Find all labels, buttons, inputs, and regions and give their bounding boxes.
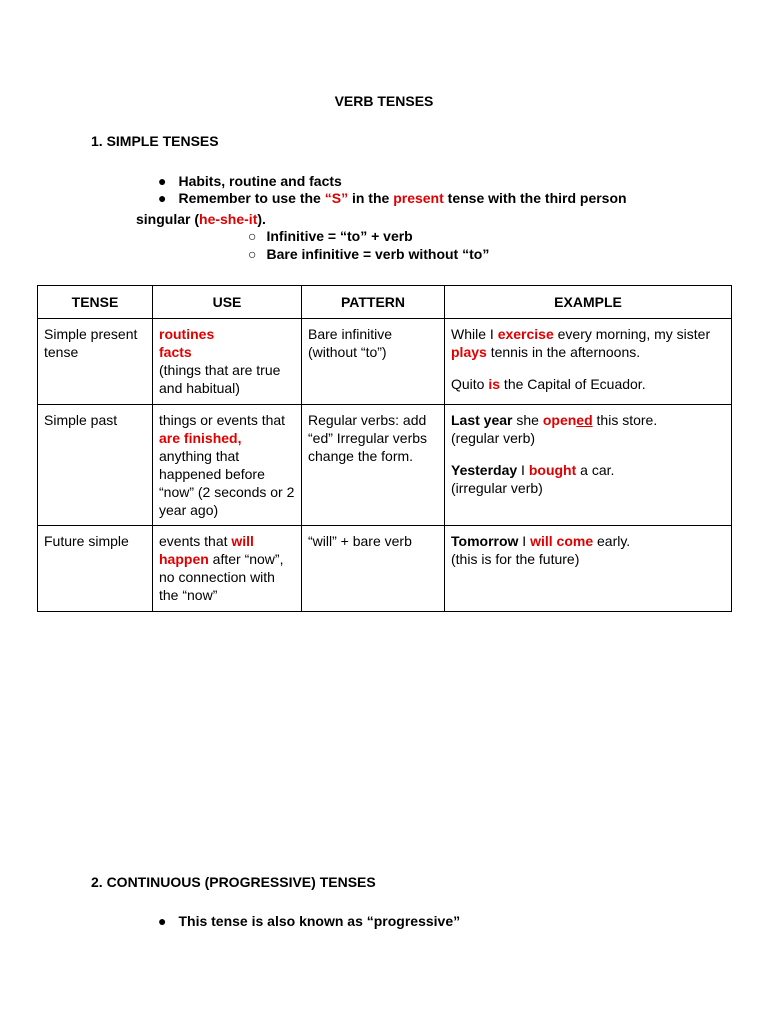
bullet-text: Habits, routine and facts bbox=[178, 173, 342, 189]
highlight-last-year: Last year bbox=[451, 412, 513, 428]
cell-use bbox=[153, 405, 302, 526]
bullet-dot-icon: ● bbox=[158, 173, 167, 189]
example-text: I bbox=[517, 462, 529, 478]
example-text: I bbox=[518, 533, 531, 549]
highlight-exercise: exercise bbox=[497, 326, 554, 342]
highlight-will-happen: will happen bbox=[159, 533, 254, 567]
highlight-facts: facts bbox=[159, 344, 192, 360]
use-text: (things that are true and habitual) bbox=[159, 362, 281, 396]
example-text: the Capital of Ecuador. bbox=[500, 376, 646, 392]
highlight-present: present bbox=[393, 190, 444, 206]
highlight-is: is bbox=[488, 376, 501, 392]
highlight-are-finished: are finished, bbox=[159, 430, 242, 446]
highlight-ed: ed bbox=[576, 412, 593, 428]
table-header-row bbox=[38, 286, 732, 319]
bullet-dot-icon: ● bbox=[158, 190, 167, 206]
bullet-progressive bbox=[158, 913, 460, 929]
example-note: (regular verb) bbox=[451, 430, 536, 446]
bullet-text: in the bbox=[348, 190, 394, 206]
header-tense: TENSE bbox=[38, 286, 153, 319]
bullet-remember-line2 bbox=[136, 211, 266, 227]
example-text: she bbox=[512, 412, 543, 428]
example-note: (irregular verb) bbox=[451, 480, 543, 496]
highlight-open: open bbox=[542, 412, 577, 428]
cell-example bbox=[445, 526, 732, 612]
table-row-simple-past bbox=[38, 405, 732, 526]
example-text: a car. bbox=[576, 462, 615, 478]
circle-bullet-icon: ○ bbox=[248, 228, 257, 244]
sub-bullet-text: Infinitive = “to” + verb bbox=[266, 228, 413, 244]
cell-pattern: Regular verbs: add “ed” Irregular verbs change the form. bbox=[302, 405, 445, 526]
use-text: anything that happened before “now” (2 seconds or 2 year ago) bbox=[159, 448, 295, 518]
cell-use bbox=[153, 319, 302, 405]
highlight-plays: plays bbox=[451, 344, 487, 360]
bullet-remember bbox=[158, 190, 627, 206]
bullet-text: ). bbox=[257, 211, 266, 227]
example-note: (this is for the future) bbox=[451, 551, 580, 567]
highlight-yesterday: Yesterday bbox=[451, 462, 518, 478]
example-text: every morning, my sister bbox=[553, 326, 711, 342]
cell-example bbox=[445, 405, 732, 526]
example-text: tennis in the afternoons. bbox=[486, 344, 641, 360]
use-text: after “now”, no connection with the “now” bbox=[159, 551, 284, 603]
verb-tenses-table bbox=[37, 285, 732, 612]
bullet-habits bbox=[158, 173, 342, 189]
highlight-bought: bought bbox=[528, 462, 577, 478]
bullet-text: tense with the third person bbox=[443, 190, 627, 206]
sub-bullet-text: Bare infinitive = verb without “to” bbox=[266, 246, 490, 262]
header-use: USE bbox=[153, 286, 302, 319]
page-title: VERB TENSES bbox=[334, 93, 434, 109]
section-heading-continuous-tenses: 2. CONTINUOUS (PROGRESSIVE) TENSES bbox=[91, 874, 376, 890]
example-text: early. bbox=[593, 533, 631, 549]
cell-tense: Future simple bbox=[38, 526, 153, 612]
cell-tense: Simple present tense bbox=[38, 319, 153, 405]
sub-bullet-bare-infinitive bbox=[248, 246, 489, 262]
bullet-text: singular ( bbox=[136, 211, 200, 227]
example-text: While I bbox=[451, 326, 498, 342]
circle-bullet-icon: ○ bbox=[248, 246, 257, 262]
bullet-text: Remember to use the bbox=[178, 190, 325, 206]
table-row-simple-present bbox=[38, 319, 732, 405]
bullet-text: This tense is also known as “progressive” bbox=[178, 913, 461, 929]
use-text: events that bbox=[159, 533, 232, 549]
section-heading-simple-tenses: 1. SIMPLE TENSES bbox=[91, 133, 219, 149]
cell-pattern: Bare infinitive (without “to”) bbox=[302, 319, 445, 405]
highlight-s: “S” bbox=[324, 190, 349, 206]
header-pattern: PATTERN bbox=[302, 286, 445, 319]
table-row-future-simple bbox=[38, 526, 732, 612]
cell-pattern: “will” + bare verb bbox=[302, 526, 445, 612]
highlight-he-she-it: he-she-it bbox=[199, 211, 258, 227]
sub-bullet-infinitive bbox=[248, 228, 413, 244]
highlight-will-come: will come bbox=[530, 533, 594, 549]
cell-example bbox=[445, 319, 732, 405]
cell-tense: Simple past bbox=[38, 405, 153, 526]
cell-use bbox=[153, 526, 302, 612]
highlight-tomorrow: Tomorrow bbox=[451, 533, 519, 549]
example-text: Quito bbox=[451, 376, 489, 392]
bullet-dot-icon: ● bbox=[158, 913, 167, 929]
highlight-routines: routines bbox=[159, 326, 215, 342]
example-text: this store. bbox=[592, 412, 658, 428]
use-text: things or events that bbox=[159, 412, 286, 428]
header-example: EXAMPLE bbox=[445, 286, 732, 319]
